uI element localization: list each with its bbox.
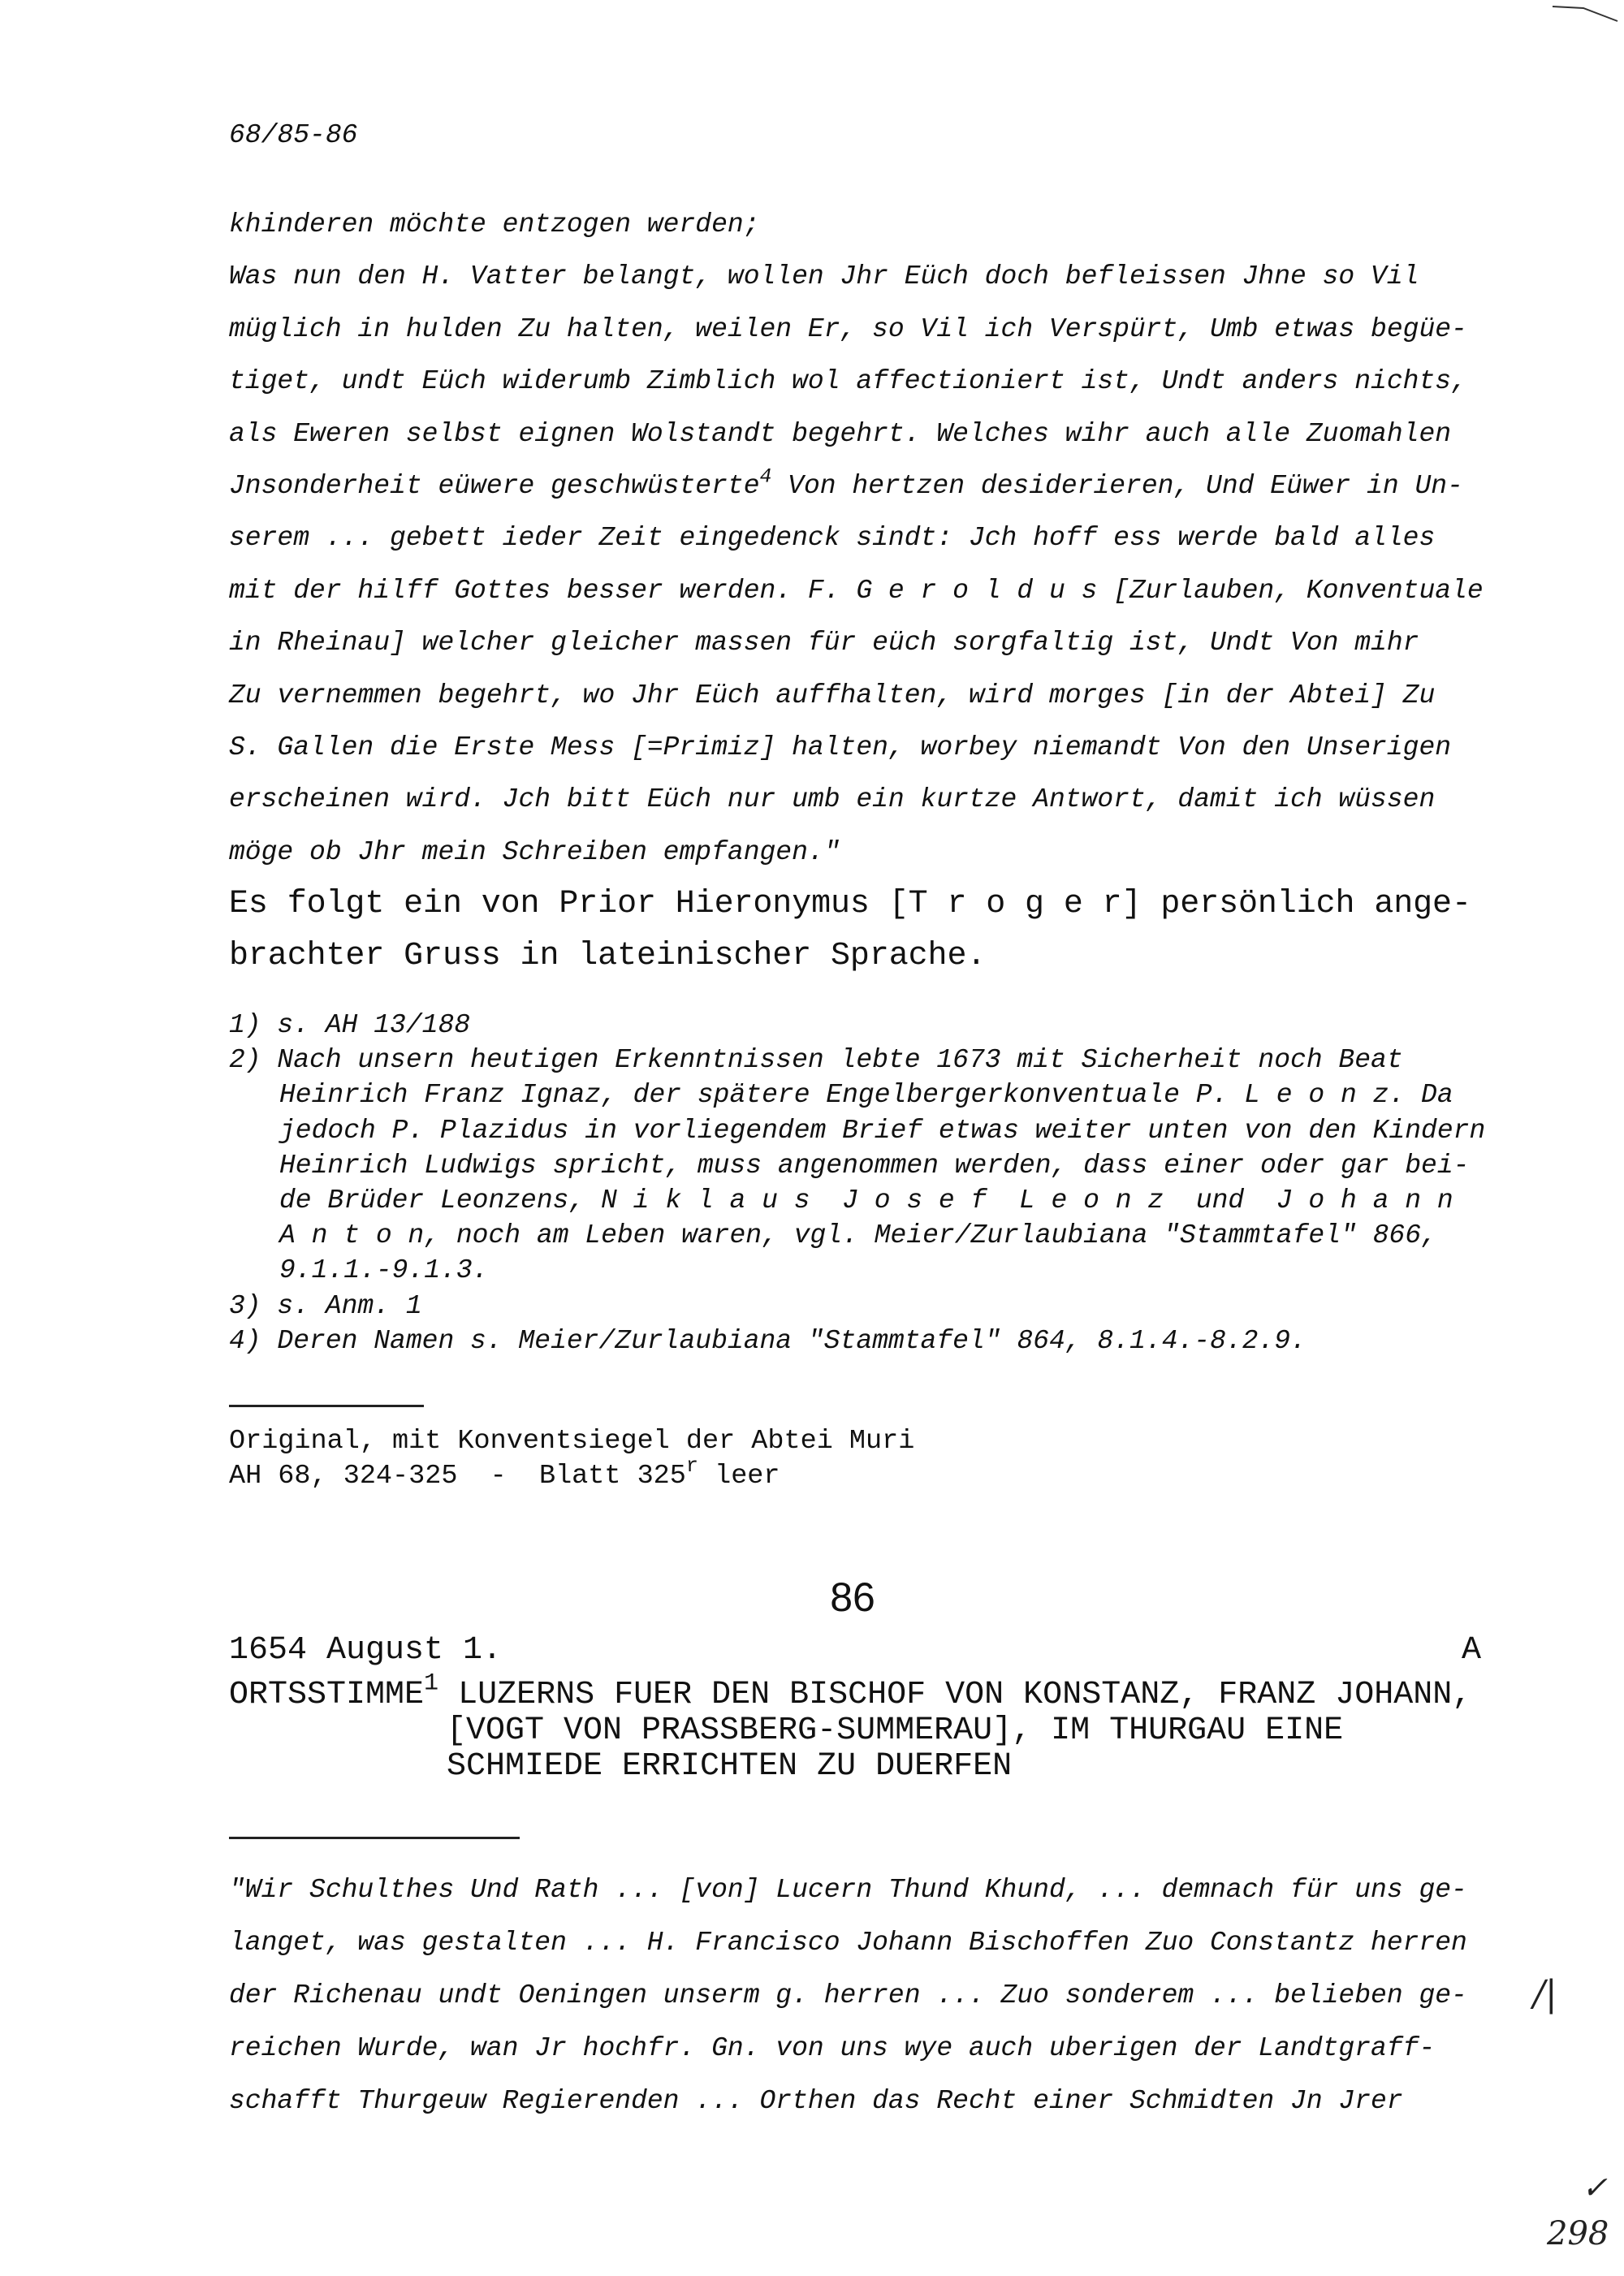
text-line: tiget, undt Eüch widerumb Zimblich wol affectioniert ist, Undt anders nichts, — [229, 366, 1467, 397]
letter-text — [229, 199, 1484, 983]
text-segment: LUZERNS FUER DEN BISCHOF VON KONSTANZ, FRANZ JOHANN, — [438, 1677, 1472, 1713]
text-line: S. Gallen die Erste Mess [=Primiz] halten, worbey niemandt Von den Unserigen — [229, 732, 1452, 762]
text-segment: Jnsonderheit eüwere geschwüsterte — [229, 470, 760, 501]
text-line: möge ob Jhr mein Schreiben empfangen." — [229, 836, 840, 867]
title-line: [VOGT VON PRASSBERG-SUMMERAU], IM THURGAU EINE — [447, 1712, 1344, 1749]
superscript: r — [685, 1454, 698, 1479]
text-segment: Von hertzen desiderieren, Und Eüwer in Un- — [771, 470, 1463, 501]
handwritten-folio-number: 298 — [1547, 2215, 1609, 2252]
document-date: 1654 August 1. — [229, 1632, 503, 1669]
document-title — [229, 1669, 1472, 1785]
text-line: "Wir Schulthes Und Rath ... [von] Lucern Thund Khund, ... demnach für uns ge- — [229, 1875, 1467, 1905]
text-line: Zu vernemmen begehrt, wo Jhr Eüch auffhalten, wird morges [in der Abtei] Zu — [229, 680, 1436, 710]
footnote-continuation: Heinrich Ludwigs spricht, muss angenommen werden, dass einer oder gar bei- — [279, 1150, 1470, 1181]
separator-rule — [229, 1837, 520, 1839]
quoted-text — [229, 1864, 1467, 2127]
text-line: schafft Thurgeuw Regierenden ... Orthen das Recht einer Schmidten Jn Jrer — [229, 2086, 1403, 2116]
footnote: 1) s. AH 13/188 — [229, 1010, 471, 1040]
footnote: 4) Deren Namen s. Meier/Zurlaubiana "Stammtafel" 864, 8.1.4.-8.2.9. — [229, 1325, 1307, 1356]
text-line: langet, was gestalten ... H. Francisco Johann Bischoffen Zuo Constantz herren — [229, 1928, 1467, 1958]
text-segment: ORTSSTIMME — [229, 1677, 425, 1713]
text-segment: leer — [698, 1461, 780, 1492]
text-line: der Richenau undt Oeningen unserm g. herren ... Zuo sonderem ... belieben ge- — [229, 1980, 1467, 2010]
editorial-note-line: Es folgt ein von Prior Hieronymus [T r o g e r] persönlich ange- — [229, 886, 1471, 923]
text-line: serem ... gebett ieder Zeit eingedenck sindt: Jch hoff ess werde bald alles — [229, 523, 1436, 554]
text-line: als Eweren selbst eignen Wolstandt begehrt. Welches wihr auch alle Zuomahlen — [229, 418, 1452, 449]
separator-rule — [229, 1405, 424, 1407]
text-line: reichen Wurde, wan Jr hochfr. Gn. von uns wye auch uberigen der Landtgraff- — [229, 2033, 1436, 2063]
page-reference: 68/85-86 — [229, 120, 358, 150]
footnote-continuation: de Brüder Leonzens, N i k l a u s J o s e f L e o n z und J o h a n n — [279, 1185, 1453, 1216]
source-note — [229, 1424, 914, 1494]
source-line — [229, 1454, 914, 1494]
source-line: Original, mit Konventsiegel der Abtei Muri — [229, 1426, 915, 1457]
footnote-continuation: Heinrich Franz Ignaz, der spätere Engelbergerkonventuale P. L e o n z. Da — [279, 1080, 1453, 1111]
handwritten-check-icon: ✓ — [1582, 2170, 1608, 2205]
text-line: müglich in hulden Zu halten, weilen Er, so Vil ich Verspürt, Umb etwas begüe- — [229, 313, 1467, 344]
document-number: 86 — [830, 1574, 875, 1620]
footnote-ref: 1 — [424, 1669, 439, 1698]
scan-mark — [1543, 0, 1624, 24]
text-line: mit der hilff Gottes besser werden. F. G e r o l d u s [Zurlauben, Konventuale — [229, 575, 1484, 606]
document-type-letter: A — [1462, 1632, 1482, 1669]
title-line: SCHMIEDE ERRICHTEN ZU DUERFEN — [447, 1748, 1013, 1785]
text-line: erscheinen wird. Jch bitt Eüch nur umb ein kurtze Antwort, damit ich wüssen — [229, 784, 1436, 815]
text-line: khinderen möchte entzogen werden; — [229, 209, 760, 240]
footnote-continuation: jedoch P. Plazidus in vorliegendem Brief etwas weiter unten von den Kindern — [279, 1115, 1486, 1146]
footnote-continuation: A n t o n, noch am Leben waren, vgl. Meier/Zurlaubiana "Stammtafel" 866, — [279, 1220, 1437, 1251]
footnotes — [229, 1008, 1485, 1358]
title-line — [229, 1669, 1472, 1713]
handwritten-margin-mark: /| — [1533, 1973, 1557, 2015]
footnote-ref: 4 — [759, 465, 772, 489]
text-line — [229, 460, 1484, 512]
text-line: in Rheinau] welcher gleicher massen für eüch sorgfaltig ist, Undt Von mihr — [229, 628, 1419, 659]
footnote: 2) Nach unsern heutigen Erkenntnissen lebte 1673 mit Sicherheit noch Beat — [229, 1045, 1403, 1076]
footnote: 3) s. Anm. 1 — [229, 1290, 422, 1321]
text-segment: AH 68, 324-325 - Blatt 325 — [229, 1461, 686, 1492]
footnote-continuation: 9.1.1.-9.1.3. — [279, 1255, 489, 1286]
editorial-note-line: brachter Gruss in lateinischer Sprache. — [229, 938, 987, 975]
text-line: Was nun den H. Vatter belangt, wollen Jhr Eüch doch befleissen Jhne so Vil — [229, 261, 1419, 292]
